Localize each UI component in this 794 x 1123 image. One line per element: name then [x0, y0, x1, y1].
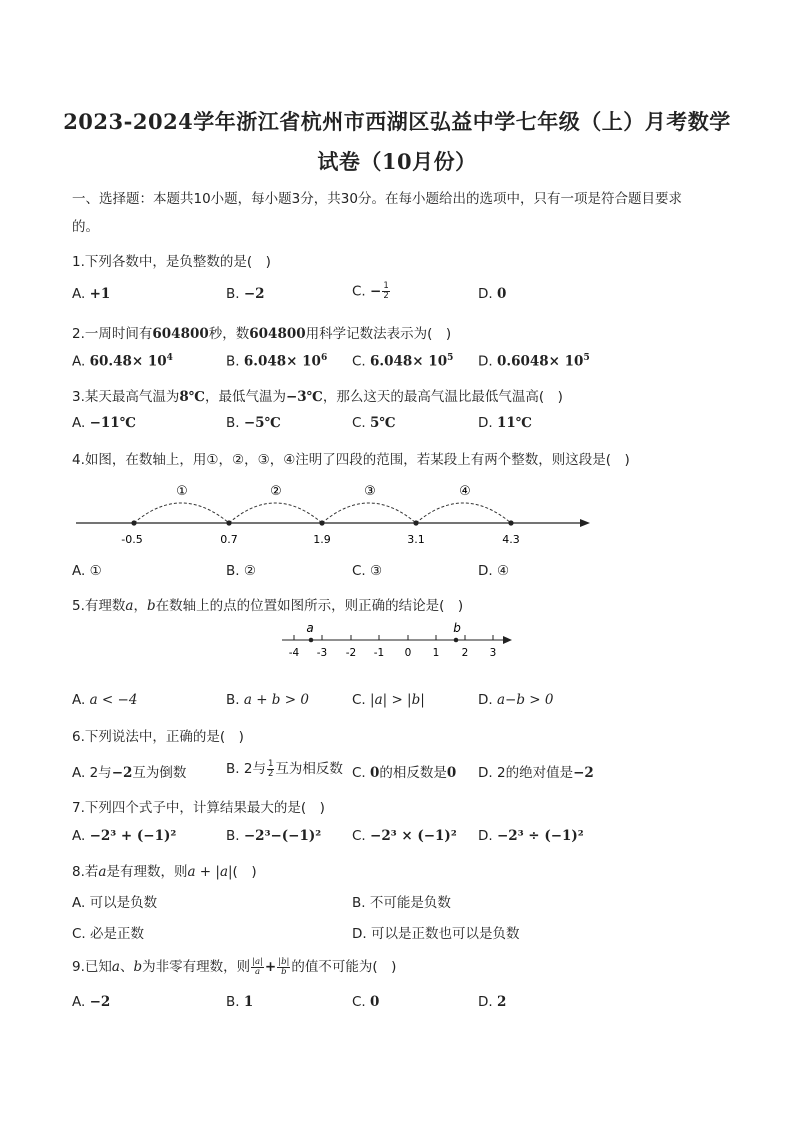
fraction: $\frac{1}{2}$ [383, 281, 389, 301]
question-1-stem: 1.下列各数中，是负整数的是( ) [72, 254, 271, 270]
exam-title-line1: 2023-2024学年浙江省杭州市西湖区弘益中学七年级（上）月考数学 [63, 109, 731, 134]
question-4-stem: 4.如图，在数轴上，用①，②，③，④注明了四段的范围，若某段上有两个整数，则这段是( ) [72, 452, 630, 468]
q4-tick-label: -0.5 [121, 533, 143, 546]
q5-tick-label: 1 [432, 647, 440, 659]
q3-option-d[interactable]: D. 11℃ [478, 415, 532, 431]
q9-option-a[interactable]: A. −2 [72, 994, 111, 1010]
q5-tick-label: -4 [288, 647, 300, 659]
fraction: $\frac{|a|}{a}$ [252, 956, 263, 977]
q8-option-b[interactable]: B. 不可能是负数 [352, 895, 451, 911]
q4-arc-label: ② [270, 484, 282, 499]
q4-tick-label: 1.9 [313, 533, 331, 546]
question-3-stem: 3.某天最高气温为8℃，最低气温为−3℃，那么这天的最高气温比最低气温高( ) [72, 389, 563, 405]
q4-arc-2 [229, 503, 322, 523]
q5-axis-arrow [503, 636, 512, 644]
q5-tick-label: 0 [404, 647, 412, 659]
q4-tick-label: 3.1 [407, 533, 425, 546]
q5-point-b-label: b [453, 621, 461, 635]
q4-point [413, 520, 418, 525]
q8-option-a[interactable]: A. 可以是负数 [72, 895, 158, 911]
fraction: $\frac{|b|}{b}$ [278, 956, 290, 977]
q3-option-b[interactable]: B. −5℃ [226, 415, 281, 431]
q5-option-a[interactable]: A. a < −4 [72, 692, 138, 708]
q4-point [319, 520, 324, 525]
q2-option-a[interactable]: A. $60.48\times 10^4$ [72, 353, 173, 370]
q4-point [508, 520, 513, 525]
q4-arc-4 [416, 503, 511, 523]
q3-option-c[interactable]: C. 5℃ [352, 415, 396, 431]
question-8-stem: 8.若a是有理数，则a + |a|( ) [72, 864, 257, 880]
q4-axis-arrow [580, 519, 590, 527]
question-5-stem: 5.有理数a，b在数轴上的点的位置如图所示，则正确的结论是( ) [72, 598, 464, 614]
q7-option-a[interactable]: A. −2³ + (−1)² [72, 828, 177, 844]
q5-option-d[interactable]: D. a−b > 0 [478, 692, 554, 708]
q3-option-a[interactable]: A. −11℃ [72, 415, 136, 431]
q4-tick-label: 4.3 [502, 533, 520, 546]
q7-option-d[interactable]: D. −2³ ÷ (−1)² [478, 828, 584, 844]
question-6-stem: 6.下列说法中，正确的是( ) [72, 729, 244, 745]
q4-arc-3 [322, 503, 416, 523]
q8-option-d[interactable]: D. 可以是正数也可以是负数 [352, 926, 520, 942]
q5-option-b[interactable]: B. a + b > 0 [226, 692, 309, 708]
q5-tick-label: 3 [489, 647, 497, 659]
exam-title-line2: 试卷（10月份） [317, 149, 477, 174]
q9-option-d[interactable]: D. 2 [478, 994, 507, 1010]
q5-tick-label: -2 [345, 647, 357, 659]
section-header: 一、选择题：本题共10小题，每小题3分，共30分。在每小题给出的选项中，只有一项是符合题目要求 [72, 191, 682, 207]
q4-arc-label: ④ [459, 484, 471, 499]
q1-option-b[interactable]: B. −2 [226, 286, 265, 302]
q5-tick-label: -1 [373, 647, 385, 659]
q6-option-c[interactable]: C. 0的相反数是0 [352, 765, 457, 781]
question-2-stem: 2.一周时间有604800秒，数604800用科学记数法表示为( ) [72, 326, 452, 342]
q5-tick-label: -3 [316, 647, 328, 659]
section-header-cont: 的。 [72, 219, 99, 235]
q5-point-a [309, 638, 314, 643]
q2-option-b[interactable]: B. $6.048\times 10^6$ [226, 353, 328, 370]
q8-option-c[interactable]: C. 必是正数 [72, 926, 145, 942]
q6-option-d[interactable]: D. 2的绝对值是−2 [478, 765, 594, 781]
q4-option-d[interactable]: D. ④ [478, 563, 510, 579]
question-9-stem: 9.已知a、b为非零有理数，则 $\frac{|a|}{a}$ + $\frac{|b|}{b}$ 的值不可能为( ) [72, 956, 397, 977]
q6-option-b[interactable]: B. 2与 $\frac{1}{2}$ 互为相反数 [226, 758, 343, 779]
q1-option-c[interactable]: C. − $\frac{1}{2}$ [352, 281, 389, 301]
q4-option-c[interactable]: C. ③ [352, 563, 383, 579]
q4-option-b[interactable]: B. ② [226, 563, 256, 579]
q5-tick-label: 2 [461, 647, 469, 659]
q5-number-line-figure [0, 615, 794, 665]
q5-option-c[interactable]: C. |a| > |b| [352, 692, 425, 708]
fraction: $\frac{1}{2}$ [267, 758, 274, 779]
q2-option-d[interactable]: D. $0.6048\times 10^5$ [478, 353, 590, 370]
q4-tick-label: 0.7 [220, 533, 238, 546]
q5-point-a-label: a [306, 621, 314, 635]
q9-option-c[interactable]: C. 0 [352, 994, 380, 1010]
q6-option-a[interactable]: A. 2与−2互为倒数 [72, 765, 187, 781]
q4-point [131, 520, 136, 525]
q9-option-b[interactable]: B. 1 [226, 994, 254, 1010]
q1-option-d[interactable]: D. 0 [478, 286, 507, 302]
q2-option-c[interactable]: C. $6.048\times 10^5$ [352, 353, 454, 370]
q7-option-c[interactable]: C. −2³ × (−1)² [352, 828, 457, 844]
q4-option-a[interactable]: A. ① [72, 563, 102, 579]
q4-arc-label: ③ [364, 484, 376, 499]
q4-number-line-figure [0, 475, 794, 550]
q7-option-b[interactable]: B. −2³−(−1)² [226, 828, 322, 844]
q1-option-a[interactable]: A. +1 [72, 286, 111, 302]
q4-arc-label: ① [176, 484, 188, 499]
q4-arc-1 [134, 503, 229, 523]
q4-point [226, 520, 231, 525]
q5-point-b [454, 638, 459, 643]
question-7-stem: 7.下列四个式子中，计算结果最大的是( ) [72, 800, 325, 816]
